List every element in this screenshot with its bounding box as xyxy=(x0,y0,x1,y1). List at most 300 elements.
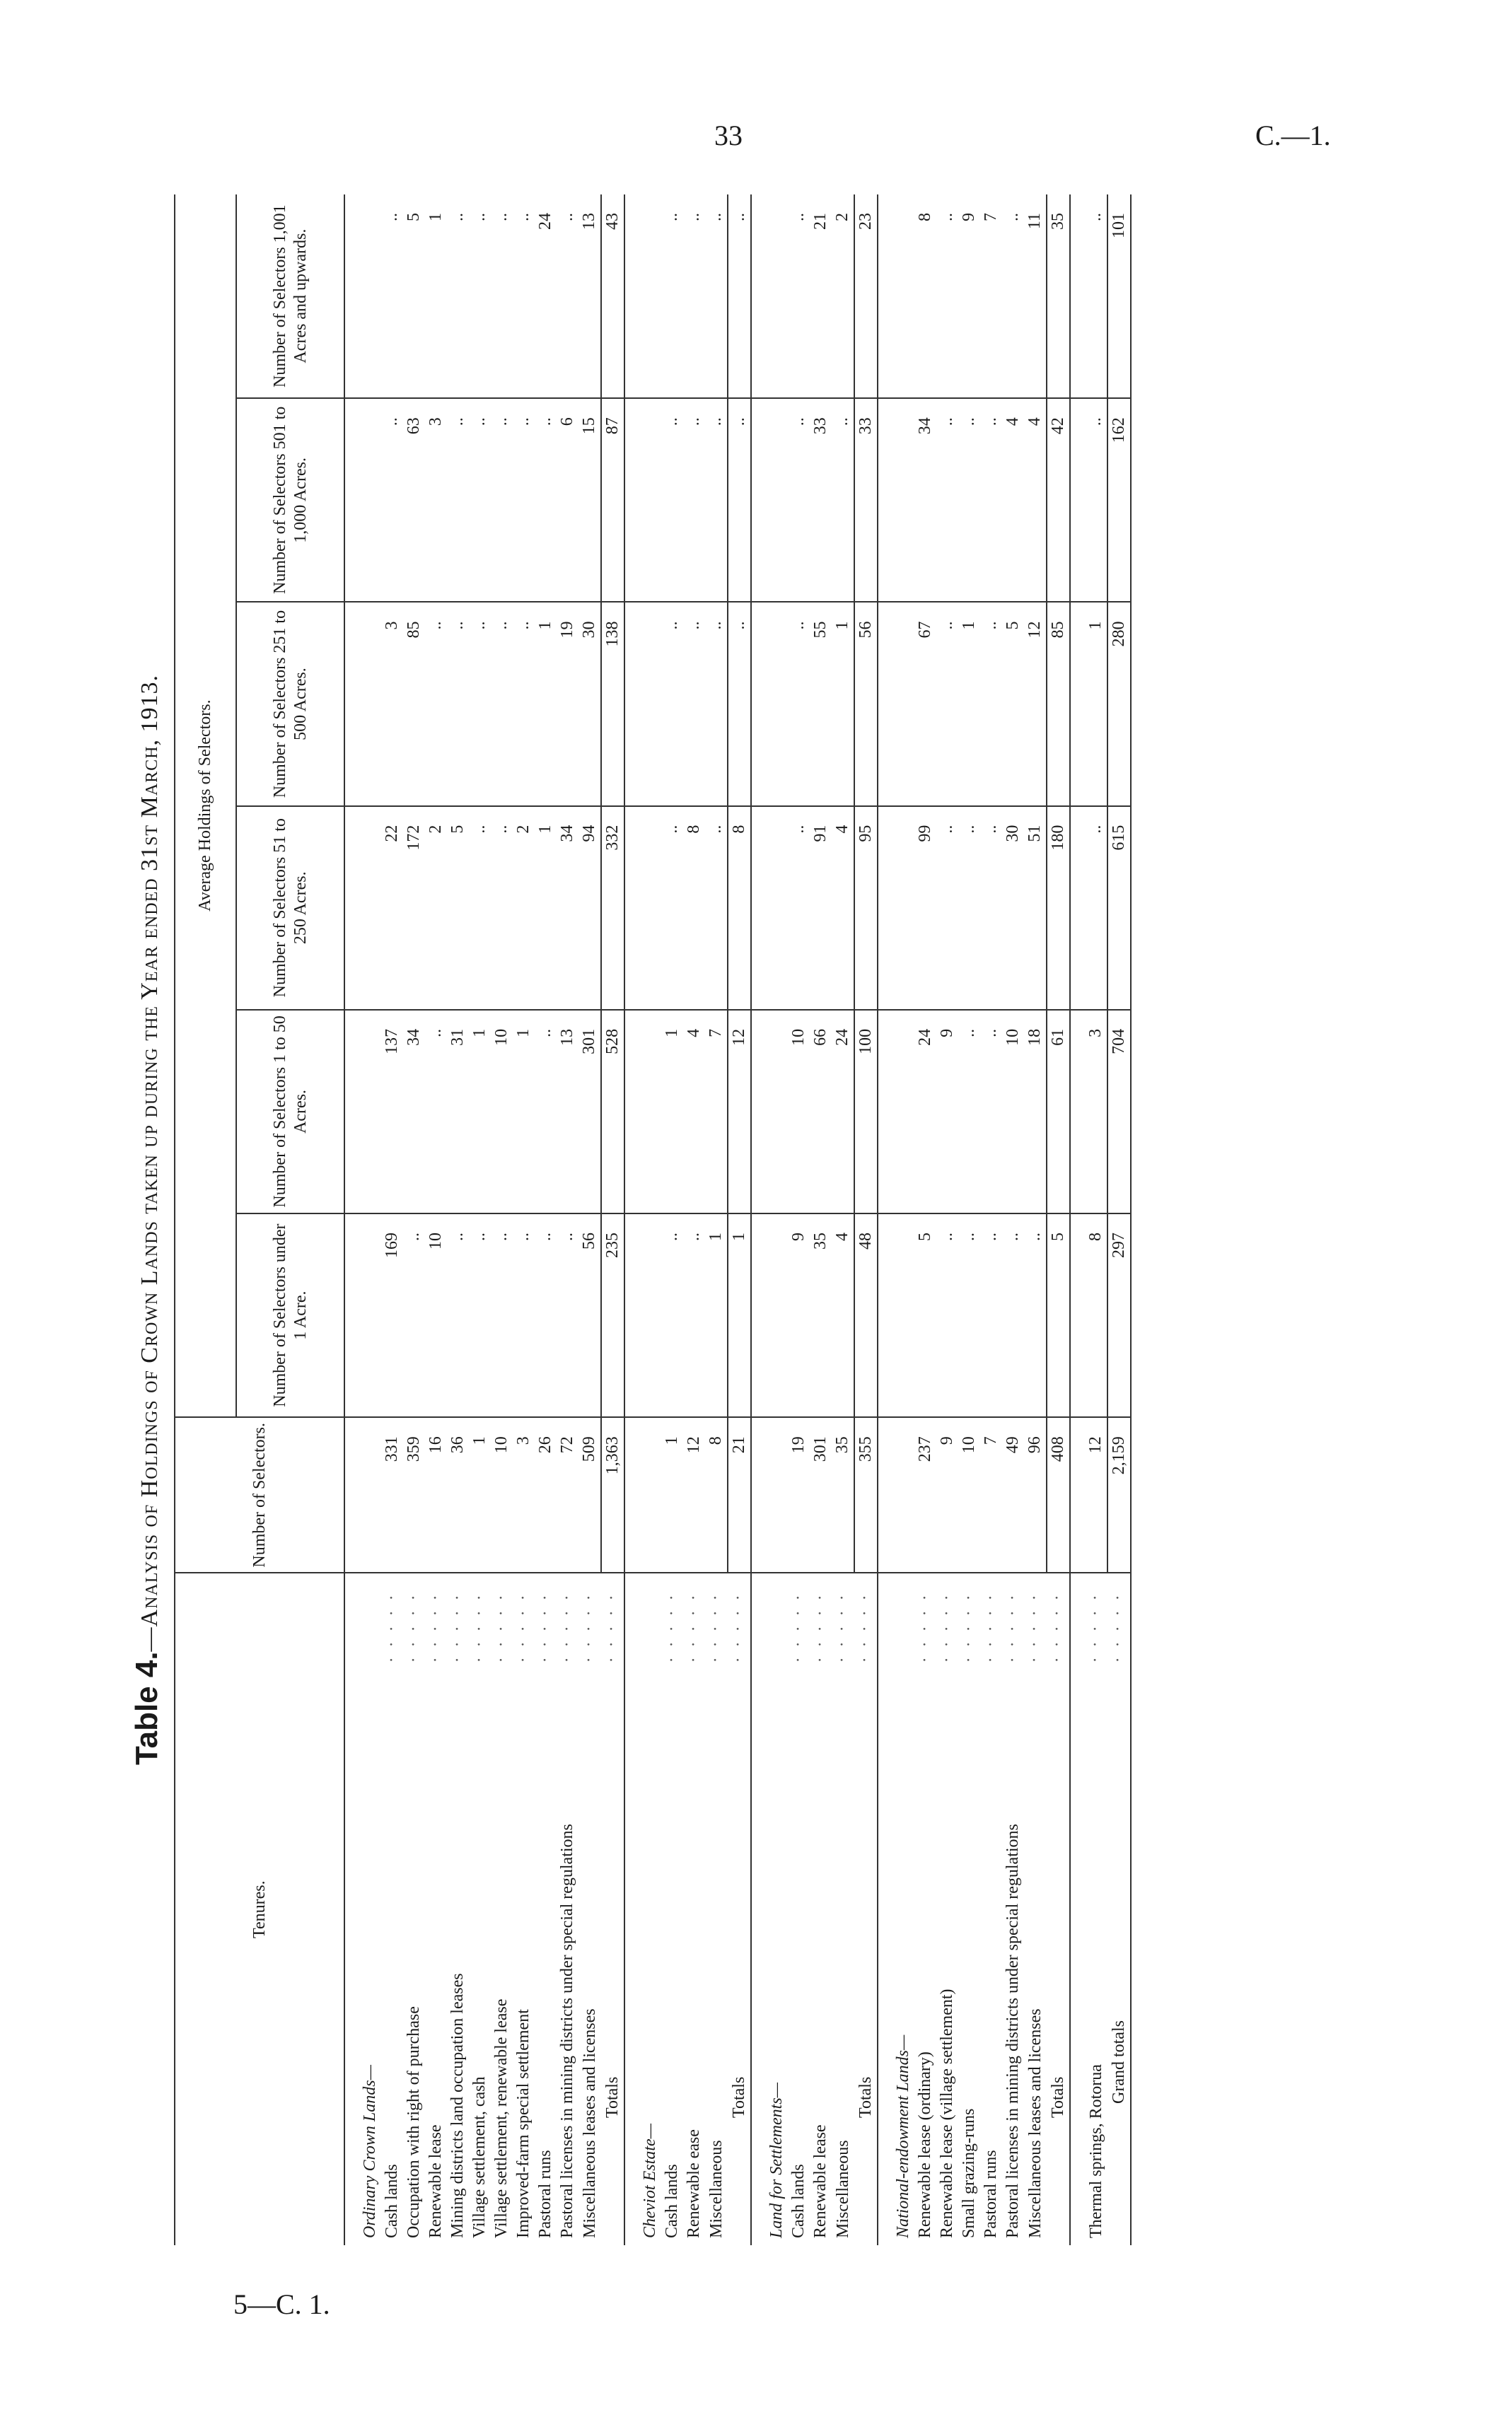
tenure-cell xyxy=(1070,1573,1085,2245)
leader-dots: ····· xyxy=(405,1585,423,1663)
table-row xyxy=(980,194,1002,2245)
table-row xyxy=(425,194,447,2245)
value-cell: .. xyxy=(683,398,705,602)
value-cell xyxy=(359,398,381,602)
leader-dots: ····· xyxy=(1048,1585,1066,1663)
value-cell xyxy=(751,602,766,805)
tenure-cell xyxy=(403,1573,425,2245)
table-row xyxy=(958,194,980,2245)
value-cell: 1 xyxy=(661,1010,683,1213)
value-cell: .. xyxy=(513,602,535,805)
value-cell: 8 xyxy=(683,806,705,1010)
value-cell: 3 xyxy=(513,1417,535,1573)
value-cell: 137 xyxy=(381,1010,403,1213)
header-avg-col-1: Number of Selectors under 1 Acre. xyxy=(236,1213,344,1417)
value-cell xyxy=(359,1417,381,1573)
tenure-label: Renewable lease xyxy=(426,2120,445,2238)
value-cell: 301 xyxy=(578,1010,601,1213)
tenure-cell xyxy=(513,1573,535,2245)
value-cell: 10 xyxy=(425,1213,447,1417)
tenure-label: Renewable lease xyxy=(811,2120,830,2238)
value-cell: 55 xyxy=(810,602,832,805)
tenure-label: Totals xyxy=(1049,2073,1067,2238)
value-cell: 36 xyxy=(447,1417,469,1573)
value-cell: 9 xyxy=(936,1417,958,1573)
tenure-label: Totals xyxy=(730,2073,748,2238)
leader-dots: ····· xyxy=(558,1585,576,1663)
tenure-cell xyxy=(344,1573,359,2245)
value-cell: 23 xyxy=(854,194,878,398)
value-cell xyxy=(892,1010,914,1213)
tenure-label: Renewable ease xyxy=(685,2125,703,2238)
leader-dots: ····· xyxy=(663,1585,681,1663)
value-cell xyxy=(766,1417,788,1573)
value-cell: 24 xyxy=(914,1010,936,1213)
value-cell: 85 xyxy=(403,602,425,805)
value-cell xyxy=(766,194,788,398)
spacer-row xyxy=(624,194,639,2245)
value-cell: 34 xyxy=(403,1010,425,1213)
leader-dots: ····· xyxy=(789,1585,808,1663)
tenure-cell xyxy=(447,1573,469,2245)
value-cell xyxy=(892,1417,914,1573)
value-cell: 22 xyxy=(381,806,403,1010)
value-cell: .. xyxy=(469,194,491,398)
value-cell: 1 xyxy=(728,1213,751,1417)
value-cell: .. xyxy=(936,602,958,805)
value-cell: 6 xyxy=(557,398,578,602)
value-cell: .. xyxy=(1002,194,1024,398)
value-cell: 30 xyxy=(1002,806,1024,1010)
value-cell: 301 xyxy=(810,1417,832,1573)
tenure-label: Village settlement, cash xyxy=(470,2073,489,2238)
value-cell: .. xyxy=(425,1010,447,1213)
value-cell xyxy=(344,1010,359,1213)
value-cell: 91 xyxy=(810,806,832,1010)
value-cell xyxy=(878,602,892,805)
value-cell: 16 xyxy=(425,1417,447,1573)
tenure-label: Land for Settlements— xyxy=(767,2078,786,2238)
value-cell: 56 xyxy=(578,1213,601,1417)
value-cell xyxy=(624,1417,639,1573)
value-cell: .. xyxy=(447,1213,469,1417)
value-cell: .. xyxy=(958,398,980,602)
value-cell: 5 xyxy=(1047,1213,1070,1417)
value-cell: 30 xyxy=(578,602,601,805)
tenure-label: Thermal springs, Rotorua xyxy=(1087,2060,1105,2238)
tenure-cell xyxy=(1047,1573,1070,2245)
value-cell xyxy=(892,1213,914,1417)
value-cell xyxy=(751,1010,766,1213)
value-cell: 11 xyxy=(1024,194,1047,398)
value-cell: 1 xyxy=(535,806,557,1010)
tenure-cell xyxy=(810,1573,832,2245)
value-cell xyxy=(639,1213,661,1417)
value-cell: 9 xyxy=(936,1010,958,1213)
tenure-label: Improved-farm special settlement xyxy=(514,2005,533,2238)
value-cell: .. xyxy=(535,1213,557,1417)
value-cell xyxy=(344,194,359,398)
leader-dots: ····· xyxy=(470,1585,489,1663)
value-cell: 1 xyxy=(513,1010,535,1213)
page-code: C.—1. xyxy=(1255,120,1331,151)
value-cell: .. xyxy=(683,1213,705,1417)
value-cell: 42 xyxy=(1047,398,1070,602)
value-cell: 8 xyxy=(705,1417,728,1573)
table-row xyxy=(832,194,854,2245)
tenure-label: Renewable lease (village settlement) xyxy=(938,1984,956,2238)
value-cell: 162 xyxy=(1107,398,1131,602)
value-cell xyxy=(359,1010,381,1213)
value-cell: 95 xyxy=(854,806,878,1010)
value-cell: .. xyxy=(513,398,535,602)
header-avg-col-2: Number of Selectors 1 to 50 Acres. xyxy=(236,1010,344,1213)
value-cell: 528 xyxy=(601,1010,624,1213)
value-cell: 18 xyxy=(1024,1010,1047,1213)
value-cell: .. xyxy=(788,398,810,602)
header-avg-col-3: Number of Selectors 51 to 250 Acres. xyxy=(236,806,344,1010)
leader-dots: ····· xyxy=(982,1585,1000,1663)
value-cell xyxy=(878,1417,892,1573)
value-cell: .. xyxy=(980,602,1002,805)
value-cell: 704 xyxy=(1107,1010,1131,1213)
leader-dots: ····· xyxy=(833,1585,851,1663)
value-cell: 49 xyxy=(1002,1417,1024,1573)
value-cell xyxy=(624,806,639,1010)
value-cell xyxy=(766,602,788,805)
value-cell: 1 xyxy=(469,1417,491,1573)
value-cell: .. xyxy=(936,398,958,602)
table-row xyxy=(381,194,403,2245)
value-cell: .. xyxy=(705,398,728,602)
tenure-cell xyxy=(683,1573,705,2245)
value-cell xyxy=(344,806,359,1010)
leader-dots: ····· xyxy=(916,1585,934,1663)
value-cell: 280 xyxy=(1107,602,1131,805)
value-cell xyxy=(359,602,381,805)
value-cell: 1 xyxy=(958,602,980,805)
leader-dots: ····· xyxy=(1109,1585,1127,1663)
value-cell: 237 xyxy=(914,1417,936,1573)
value-cell: .. xyxy=(980,806,1002,1010)
table-row xyxy=(1024,194,1047,2245)
header-tenures: Tenures. xyxy=(175,1573,344,2245)
value-cell xyxy=(624,398,639,602)
value-cell: 15 xyxy=(578,398,601,602)
value-cell xyxy=(892,806,914,1010)
leader-dots: ····· xyxy=(960,1585,978,1663)
value-cell: 12 xyxy=(1085,1417,1107,1573)
value-cell xyxy=(878,1213,892,1417)
tenure-label: Totals xyxy=(603,2073,622,2238)
value-cell: .. xyxy=(513,194,535,398)
value-cell: 8 xyxy=(728,806,751,1010)
value-cell: 172 xyxy=(403,806,425,1010)
table-row xyxy=(403,194,425,2245)
value-cell: 5 xyxy=(1002,602,1024,805)
leader-dots: ····· xyxy=(536,1585,554,1663)
tenure-cell xyxy=(425,1573,447,2245)
value-cell: 4 xyxy=(832,806,854,1010)
table-row xyxy=(535,194,557,2245)
value-cell: 85 xyxy=(1047,602,1070,805)
value-cell: .. xyxy=(728,398,751,602)
totals-row xyxy=(601,194,624,2245)
leader-dots: ····· xyxy=(514,1585,533,1663)
tenure-label: Mining districts land occupation leases xyxy=(448,1969,467,2238)
value-cell: .. xyxy=(936,1213,958,1417)
value-cell xyxy=(639,1010,661,1213)
value-cell: 96 xyxy=(1024,1417,1047,1573)
value-cell: .. xyxy=(557,194,578,398)
leader-dots: ····· xyxy=(1025,1585,1044,1663)
table-row xyxy=(661,194,683,2245)
value-cell: .. xyxy=(447,194,469,398)
spacer-row xyxy=(751,194,766,2245)
table-row xyxy=(936,194,958,2245)
value-cell: 7 xyxy=(980,194,1002,398)
table-title xyxy=(127,194,167,2245)
value-cell: 1,363 xyxy=(601,1417,624,1573)
header-number-of-selectors: Number of Selectors. xyxy=(175,1417,344,1573)
value-cell xyxy=(639,806,661,1010)
value-cell: 331 xyxy=(381,1417,403,1573)
value-cell xyxy=(1070,806,1085,1010)
value-cell: .. xyxy=(557,1213,578,1417)
value-cell: 8 xyxy=(1085,1213,1107,1417)
value-cell: 99 xyxy=(914,806,936,1010)
value-cell: 19 xyxy=(788,1417,810,1573)
value-cell xyxy=(624,602,639,805)
table-row xyxy=(810,194,832,2245)
value-cell: .. xyxy=(491,602,513,805)
value-cell: 4 xyxy=(832,1213,854,1417)
value-cell: .. xyxy=(1085,194,1107,398)
value-cell xyxy=(639,1417,661,1573)
value-cell: 24 xyxy=(535,194,557,398)
value-cell: 2,159 xyxy=(1107,1417,1131,1573)
leader-dots: ····· xyxy=(492,1585,511,1663)
tenure-cell xyxy=(854,1573,878,2245)
value-cell: 4 xyxy=(683,1010,705,1213)
value-cell: .. xyxy=(469,1213,491,1417)
tenure-cell xyxy=(578,1573,601,2245)
tenure-cell xyxy=(936,1573,958,2245)
value-cell: .. xyxy=(788,806,810,1010)
value-cell xyxy=(1070,398,1085,602)
value-cell: .. xyxy=(980,398,1002,602)
value-cell: 1 xyxy=(1085,602,1107,805)
value-cell xyxy=(878,806,892,1010)
tenure-cell xyxy=(624,1573,639,2245)
tenure-cell xyxy=(469,1573,491,2245)
tenure-cell xyxy=(557,1573,578,2245)
value-cell: 1 xyxy=(705,1213,728,1417)
value-cell: 2 xyxy=(425,806,447,1010)
value-cell: 72 xyxy=(557,1417,578,1573)
tenure-cell xyxy=(751,1573,766,2245)
value-cell xyxy=(878,398,892,602)
value-cell: 26 xyxy=(535,1417,557,1573)
value-cell: 87 xyxy=(601,398,624,602)
value-cell xyxy=(344,398,359,602)
tenure-label: Renewable lease (ordinary) xyxy=(916,2047,934,2238)
tenure-label: Miscellaneous leases and licenses xyxy=(581,2004,599,2238)
value-cell xyxy=(751,1417,766,1573)
value-cell xyxy=(359,806,381,1010)
value-cell: 5 xyxy=(914,1213,936,1417)
value-cell: 19 xyxy=(557,602,578,805)
value-cell: .. xyxy=(447,398,469,602)
value-cell: 66 xyxy=(810,1010,832,1213)
value-cell: 1 xyxy=(535,602,557,805)
value-cell: .. xyxy=(469,602,491,805)
totals-row xyxy=(1047,194,1070,2245)
leader-dots: ····· xyxy=(729,1585,748,1663)
value-cell: 56 xyxy=(854,602,878,805)
value-cell xyxy=(1070,1010,1085,1213)
value-cell: 35 xyxy=(832,1417,854,1573)
value-cell: 9 xyxy=(788,1213,810,1417)
tenure-cell xyxy=(766,1573,788,2245)
value-cell: 1 xyxy=(469,1010,491,1213)
value-cell: .. xyxy=(403,1213,425,1417)
value-cell xyxy=(624,1213,639,1417)
tenure-label: Village settlement, renewable lease xyxy=(492,1995,511,2238)
tenure-cell xyxy=(381,1573,403,2245)
value-cell: .. xyxy=(788,194,810,398)
value-cell: 5 xyxy=(447,806,469,1010)
value-cell: .. xyxy=(381,194,403,398)
value-cell: .. xyxy=(1024,1213,1047,1417)
value-cell: .. xyxy=(980,1213,1002,1417)
value-cell: .. xyxy=(728,194,751,398)
holdings-table xyxy=(174,194,1132,2245)
tenure-cell xyxy=(491,1573,513,2245)
value-cell: .. xyxy=(1085,398,1107,602)
value-cell: .. xyxy=(958,1010,980,1213)
tenure-label: Miscellaneous leases and licenses xyxy=(1026,2004,1045,2238)
value-cell: 63 xyxy=(403,398,425,602)
value-cell: .. xyxy=(683,194,705,398)
value-cell: .. xyxy=(1085,806,1107,1010)
value-cell: 1 xyxy=(661,1417,683,1573)
value-cell xyxy=(1070,194,1085,398)
value-cell: .. xyxy=(425,602,447,805)
table-row xyxy=(1002,194,1024,2245)
value-cell: 235 xyxy=(601,1213,624,1417)
value-cell: .. xyxy=(535,1010,557,1213)
leader-dots: ····· xyxy=(448,1585,467,1663)
value-cell xyxy=(878,194,892,398)
table-row xyxy=(491,194,513,2245)
totals-row xyxy=(854,194,878,2245)
leader-dots: ····· xyxy=(1004,1585,1022,1663)
section-heading-row xyxy=(766,194,788,2245)
section-heading-row xyxy=(359,194,381,2245)
header-avg-col-6: Number of Selectors 1,001 Acres and upwards. xyxy=(236,194,344,398)
leader-dots: ····· xyxy=(1086,1585,1105,1663)
value-cell: 35 xyxy=(810,1213,832,1417)
value-cell: 7 xyxy=(980,1417,1002,1573)
tenure-cell xyxy=(914,1573,936,2245)
value-cell: 5 xyxy=(403,194,425,398)
value-cell: .. xyxy=(469,806,491,1010)
tenure-label: Cash lands xyxy=(789,2160,808,2238)
value-cell: 509 xyxy=(578,1417,601,1573)
value-cell xyxy=(751,398,766,602)
value-cell: .. xyxy=(832,398,854,602)
value-cell: 33 xyxy=(854,398,878,602)
tenure-cell xyxy=(878,1573,892,2245)
tenure-label: Small grazing-runs xyxy=(960,2104,978,2238)
value-cell: 169 xyxy=(381,1213,403,1417)
value-cell: .. xyxy=(958,806,980,1010)
value-cell xyxy=(751,194,766,398)
value-cell xyxy=(639,602,661,805)
tenure-cell xyxy=(1024,1573,1047,2245)
value-cell: 180 xyxy=(1047,806,1070,1010)
tenure-cell xyxy=(639,1573,661,2245)
value-cell: .. xyxy=(513,1213,535,1417)
value-cell: .. xyxy=(469,398,491,602)
table-row xyxy=(705,194,728,2245)
value-cell: 35 xyxy=(1047,194,1070,398)
value-cell xyxy=(892,398,914,602)
value-cell: 21 xyxy=(810,194,832,398)
value-cell: 94 xyxy=(578,806,601,1010)
value-cell: .. xyxy=(1002,1213,1024,1417)
tenure-cell xyxy=(661,1573,683,2245)
header-avg-col-4: Number of Selectors 251 to 500 Acres. xyxy=(236,602,344,805)
value-cell: .. xyxy=(705,602,728,805)
value-cell: 10 xyxy=(958,1417,980,1573)
value-cell: 12 xyxy=(683,1417,705,1573)
value-cell: .. xyxy=(381,398,403,602)
value-cell xyxy=(1070,1417,1085,1573)
table-row xyxy=(914,194,936,2245)
value-cell: 21 xyxy=(728,1417,751,1573)
value-cell: 100 xyxy=(854,1010,878,1213)
section-heading-row xyxy=(892,194,914,2245)
tenure-cell xyxy=(980,1573,1002,2245)
value-cell xyxy=(892,602,914,805)
leader-dots: ····· xyxy=(706,1585,725,1663)
value-cell xyxy=(766,806,788,1010)
tenure-label: Pastoral runs xyxy=(982,2146,1000,2238)
value-cell: 4 xyxy=(1002,398,1024,602)
tenure-cell xyxy=(892,1573,914,2245)
spacer-row xyxy=(878,194,892,2245)
tenure-cell xyxy=(535,1573,557,2245)
tenure-label: Cash lands xyxy=(383,2160,401,2238)
value-cell xyxy=(359,194,381,398)
leader-dots: ····· xyxy=(938,1585,956,1663)
value-cell: 34 xyxy=(914,398,936,602)
table-row xyxy=(788,194,810,2245)
value-cell: 34 xyxy=(557,806,578,1010)
value-cell xyxy=(624,1010,639,1213)
value-cell xyxy=(892,194,914,398)
value-cell: 2 xyxy=(832,194,854,398)
tenure-cell xyxy=(1085,1573,1107,2245)
value-cell: .. xyxy=(936,194,958,398)
value-cell: .. xyxy=(705,806,728,1010)
leader-dots: ····· xyxy=(426,1585,445,1663)
value-cell: 2 xyxy=(513,806,535,1010)
value-cell: .. xyxy=(447,602,469,805)
value-cell: 4 xyxy=(1024,398,1047,602)
